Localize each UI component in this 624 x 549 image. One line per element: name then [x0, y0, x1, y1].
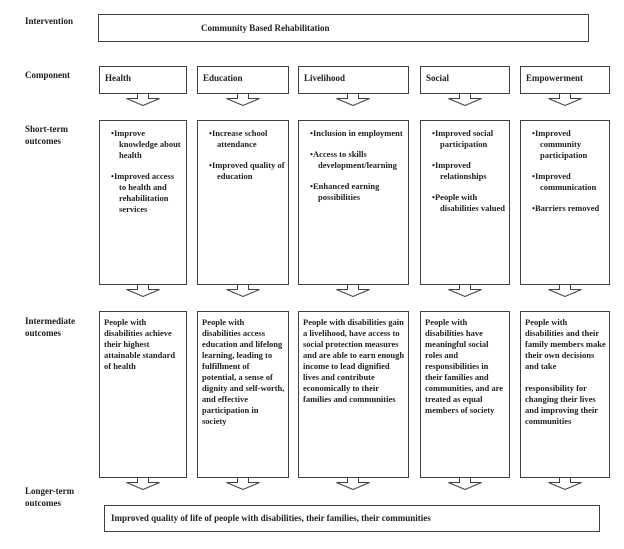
short-term-box-empowerment: [520, 120, 610, 285]
intermediate-paragraph: People with disabilities access education and lifelong learning, leading to fulfillment of potential, a sense of dignity and self-worth, and effective participation in society: [202, 317, 285, 426]
short-term-bullet: • Improve knowledge about health: [109, 128, 183, 161]
short-term-bullet: • Inclusion in employment: [308, 128, 405, 139]
component-box-empowerment: [520, 66, 610, 94]
short-term-bullet: • Improved social participation: [430, 128, 506, 150]
intermediate-paragraph: People with disabilities have meaningful social roles and responsibilities in their families and communities, and are treated as equal members of society: [425, 317, 503, 415]
component-label: Education: [203, 73, 243, 83]
short-term-bullet: • Barriers removed: [530, 203, 606, 214]
short-term-bullet: • People with disabilities valued: [430, 192, 506, 214]
short-term-bullet: • Access to skills development/learning: [308, 149, 405, 171]
down-arrow-icon: [336, 284, 370, 297]
short-term-box-health: [99, 120, 187, 285]
component-box-livelihood: [298, 66, 409, 94]
down-arrow-icon: [336, 477, 370, 490]
intermediate-box-empowerment: [520, 311, 610, 478]
row-label-component: Component: [25, 70, 71, 80]
component-box-social: [420, 66, 510, 94]
down-arrow-icon: [336, 93, 370, 106]
short-term-box-livelihood: [298, 120, 409, 285]
down-arrow-icon: [448, 284, 482, 297]
row-label-intervention: Intervention: [25, 16, 73, 26]
short-term-bullet: • Improved access to health and rehabilitation services: [109, 171, 183, 215]
short-term-bullet: • Enhanced earning possibilities: [308, 181, 405, 203]
component-label: Empowerment: [526, 73, 583, 83]
intermediate-paragraph: responsibility for changing their lives and improving their communities: [525, 383, 598, 426]
intermediate-paragraph: People with disabilities achieve their highest attainable standard of health: [104, 317, 176, 371]
row-label-short-term-outcomes: Short-term outcomes: [25, 124, 68, 146]
short-term-box-education: [197, 120, 289, 285]
component-label: Health: [105, 73, 131, 83]
row-label-longer-term-outcomes: Longer-term outcomes: [25, 486, 75, 508]
component-label: Social: [426, 73, 450, 83]
intermediate-box-education: [197, 311, 289, 478]
intermediate-box-health: [99, 311, 187, 478]
row-label-intermediate-outcomes: Intermediate outcomes: [25, 316, 75, 338]
down-arrow-icon: [226, 93, 260, 106]
down-arrow-icon: [226, 284, 260, 297]
down-arrow-icon: [126, 93, 160, 106]
component-box-health: [99, 66, 187, 94]
short-term-bullet: • Increase school attendance: [207, 128, 285, 150]
intermediate-paragraph: People with disabilities and their family members make their own decisions and take: [525, 317, 606, 371]
down-arrow-icon: [548, 477, 582, 490]
intermediate-box-social: [420, 311, 510, 478]
down-arrow-icon: [448, 93, 482, 106]
short-term-bullet: • Improved communication: [530, 171, 606, 193]
short-term-bullet: • Improved relationships: [430, 160, 506, 182]
component-box-education: [197, 66, 289, 94]
longer-term-outcome-box: [104, 505, 600, 532]
down-arrow-icon: [126, 284, 160, 297]
short-term-bullet: • Improved community participation: [530, 128, 606, 161]
intermediate-paragraph: People with disabilities gain a livelihood, have access to social protection measures and are able to earn enough income to lead dignified lives and contribute economically to their families and communities: [303, 317, 405, 404]
intermediate-box-livelihood: [298, 311, 409, 478]
short-term-bullet: • Improved quality of education: [207, 160, 285, 182]
short-term-box-social: [420, 120, 510, 285]
component-label: Livelihood: [304, 73, 346, 83]
intervention-box: [98, 14, 589, 42]
down-arrow-icon: [126, 477, 160, 490]
down-arrow-icon: [548, 93, 582, 106]
longer-term-outcome-text: Improved quality of life of people with disabilities, their families, their communities: [111, 513, 431, 523]
down-arrow-icon: [448, 477, 482, 490]
down-arrow-icon: [548, 284, 582, 297]
down-arrow-icon: [226, 477, 260, 490]
intervention-title: Community Based Rehabilitation: [201, 23, 330, 33]
